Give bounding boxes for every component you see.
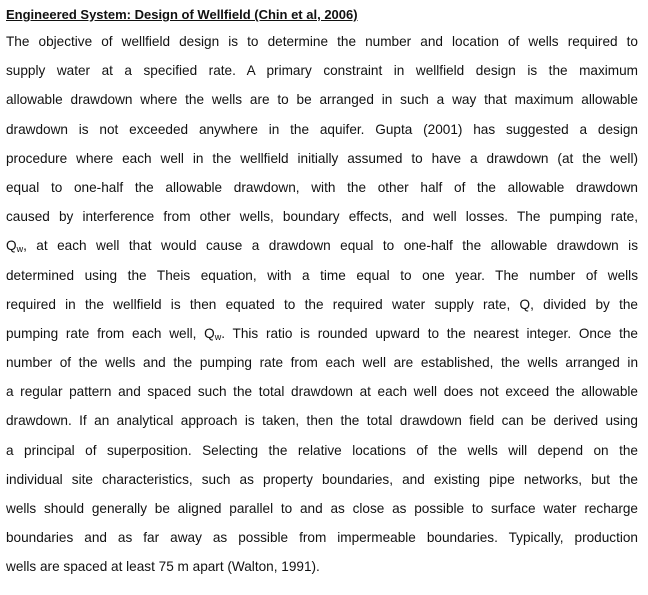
- subscript-w: w: [16, 244, 24, 255]
- section-heading: Engineered System: Design of Wellfield (Chin et al, 2006): [6, 7, 358, 22]
- paragraph-line: supply water at a specified rate. A primary constraint in wellfield design is the maximum: [6, 63, 638, 79]
- paragraph-line: required in the wellfield is then equated to the required water supply rate, Q, divided by the: [6, 296, 638, 312]
- paragraph-line: procedure where each well in the wellfield initially assumed to have a drawdown (at the well): [6, 150, 638, 166]
- paragraph-line: wells should generally be aligned parallel to and as close as possible to surface water recharge: [6, 501, 638, 516]
- body-paragraph: [6, 27, 638, 582]
- paragraph-line: The objective of wellfield design is to determine the number and location of wells required to: [6, 34, 638, 49]
- paragraph-line: boundaries and as far away as possible from impermeable boundaries. Typically, production: [6, 530, 638, 546]
- paragraph-line: drawdown. If an analytical approach is taken, then the total drawdown field can be derived using: [6, 413, 638, 429]
- paragraph-line: [6, 231, 638, 260]
- line-text-after: , at each well that would cause a drawdown equal to one-half the allowable drawdown is: [23, 238, 638, 254]
- subscript-w: w: [214, 331, 222, 342]
- line-text-after: . This ratio is rounded upward to the nearest integer. Once the: [221, 325, 638, 341]
- paragraph-line: wells are spaced at least 75 m apart (Walton, 1991).: [6, 559, 320, 575]
- paragraph-line: allowable drawdown where the wells are to be arranged in such a way that maximum allowable: [6, 92, 638, 108]
- line-text-before: pumping rate from each well, Q: [6, 325, 215, 341]
- paragraph-line: [6, 319, 638, 348]
- paragraph-line: caused by interference from other wells, boundary effects, and well losses. The pumping rate,: [6, 209, 638, 225]
- paragraph-line: equal to one-half the allowable drawdown, with the other half of the allowable drawdown: [6, 179, 638, 195]
- paragraph-line: number of the wells and the pumping rate from each well are established, the wells arranged in: [6, 355, 638, 371]
- line-text-before: Q: [6, 238, 17, 254]
- paragraph-line: determined using the Theis equation, with a time equal to one year. The number of wells: [6, 267, 638, 283]
- paragraph-line: individual site characteristics, such as property boundaries, and existing pipe networks, but the: [6, 471, 638, 487]
- paragraph-line: drawdown is not exceeded anywhere in the aquifer. Gupta (2001) has suggested a design: [6, 121, 638, 137]
- paragraph-line: a regular pattern and spaced such the total drawdown at each well does not exceed the allowable: [6, 384, 638, 400]
- paragraph-line: a principal of superposition. Selecting the relative locations of the wells will depend on the: [6, 442, 638, 458]
